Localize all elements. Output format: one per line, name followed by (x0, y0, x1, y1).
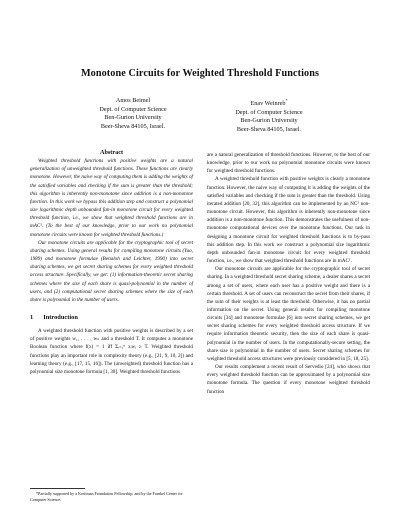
author-dept: Dept. of Computer Science (99, 105, 167, 113)
author-address: Beer-Sheva 84105, Israel. (100, 122, 166, 130)
author-dept: Dept. of Computer Science (235, 108, 303, 116)
author-name: Amos Beimel (115, 97, 151, 104)
author-univ: Ben-Gurion University (240, 117, 298, 125)
intro-paragraph-4: Our results complement a recent result of Servedio [24], who shows that every weighted threshold function can be approximated by a polynomial size monotone formula. The question if every monotone weighted threshold function (207, 364, 370, 395)
author-block-1 (68, 97, 198, 131)
section-heading (30, 314, 193, 322)
intro-paragraph-2: A weighted threshold function with positive weights is clearly a monotone function. However, the naive way of computing it is adding the weights of the satisfied variables and checking if the sum is greater than the threshold. Using iterated addition [20, 32], this algorithm can be implemented by an NC¹ non-monotone circuit. However, this algorithm is inherently non-monotone since addition is a non-monotone function. This demonstrates the usefulness of non-monotone computational devices over the monotone functions. Our task in designing a monotone circuit for weighted threshold functions is to by-pass this addition step. In this work we construct a polynomial size logarithmic depth unbounded fan-in monotone circuit for every weighted threshold function, i.e., we show that weighted threshold functions are in mAC¹. (207, 176, 370, 265)
author-name: Enav Weinreb* (250, 98, 288, 108)
abstract-heading: Abstract (99, 149, 124, 156)
author-block-2 (204, 97, 334, 134)
footnote-rule (30, 488, 85, 489)
intro-paragraph-3: Our monotone circuits are applicable for the cryptographic tool of secret sharing. In a weighted threshold secret sharing scheme, a dealer shares a secret among a set of users, where each user has a positive weight and there is a certain threshold. A set of users can reconstruct the secret from their shares, if the sum of their weights is at least the threshold. Otherwise, it has no partial information on the secret. Using general results for compiling monotone circuits [34] and monotone formulae [6] into secret sharing schemes, we get secret sharing schemes for every weighted threshold access structure. If we require information theoretic security, then the size of each share is quasi-polynomial in the number of users. In the computationally-secure setting, the share size is polynomial in the number of users. Secret sharing schemes for weighted threshold access structures were previously considered in [5, 18, 25]. (207, 266, 370, 362)
abstract-paragraph-2: Our monotone circuits are applicable for the cryptographic tool of secret sharing schemes. Using general results for compiling monotone circuits (Yao, 1989) and monotone formulae (Benaloh and Leichter, 1990) into secret sharing schemes, we get secret sharing schemes for every weighted threshold access structure. Specifically, we get: (1) information-theoretic secret sharing schemes where the size of each share is quasi-polynomial in the number of users, and (2) computational secret sharing schemes where the size of each share is polynomial in the number of users. (30, 239, 193, 303)
abstract-paragraph-1: Weighted threshold functions with positive weights are a natural generalization of unweighted threshold functions. These functions are clearly monotone. However, the naive way of computing them is adding the weights of the satisfied variables and checking if the sum is greater than the threshold; this algorithm is inherently non-monotone since addition is a non-monotone function. In this work we bypass this addition step and construct a polynomial size logarithmic depth unbounded fan-in monotone circuit for every weighted threshold function, i.e., we show that weighted threshold functions are in mAC¹. (To the best of our knowledge, prior to our work no polynomial monotone circuits were known for weighted threshold functions.) (30, 158, 193, 238)
footnote-mark: * (285, 98, 288, 103)
left-column (30, 149, 193, 376)
right-column (207, 151, 370, 396)
intro-paragraph-1-cont: are a natural generalization of threshold functions. However, to the best of our knowledge, prior to our work no polynomial monotone circuits were known for weighted threshold functions. (207, 152, 370, 175)
author-univ: Ben-Gurion University (104, 114, 162, 122)
paper-title: Monotone Circuits for Weighted Threshold Functions (80, 68, 320, 79)
section-number: 1 (30, 313, 34, 321)
footnote: *Partially supported by a Kreitman Foundation Fellowship, and by the Frankel Center for Computer Science. (30, 491, 183, 502)
intro-paragraph-1: A weighted threshold function with positive weights is described by a set of positive weights w₁, . . . , wₙ and a threshold T. It computes a monotone Boolean function where f(x) = 1 iff Σᵢ₌₁ⁿ xᵢwᵢ ≥ T. Weighted threshold functions play an important role in complexity theory (e.g., [21, 9, 10, 2]) and learning theory (e.g., [17, 15, 16]). The (unweighted) threshold function has a polynomial size monotone formula [1, 30]. Weighted threshold functions (30, 328, 193, 375)
author-address: Beer-Sheva 84105, Israel. (236, 125, 302, 133)
section-title: Introduction (43, 313, 78, 321)
